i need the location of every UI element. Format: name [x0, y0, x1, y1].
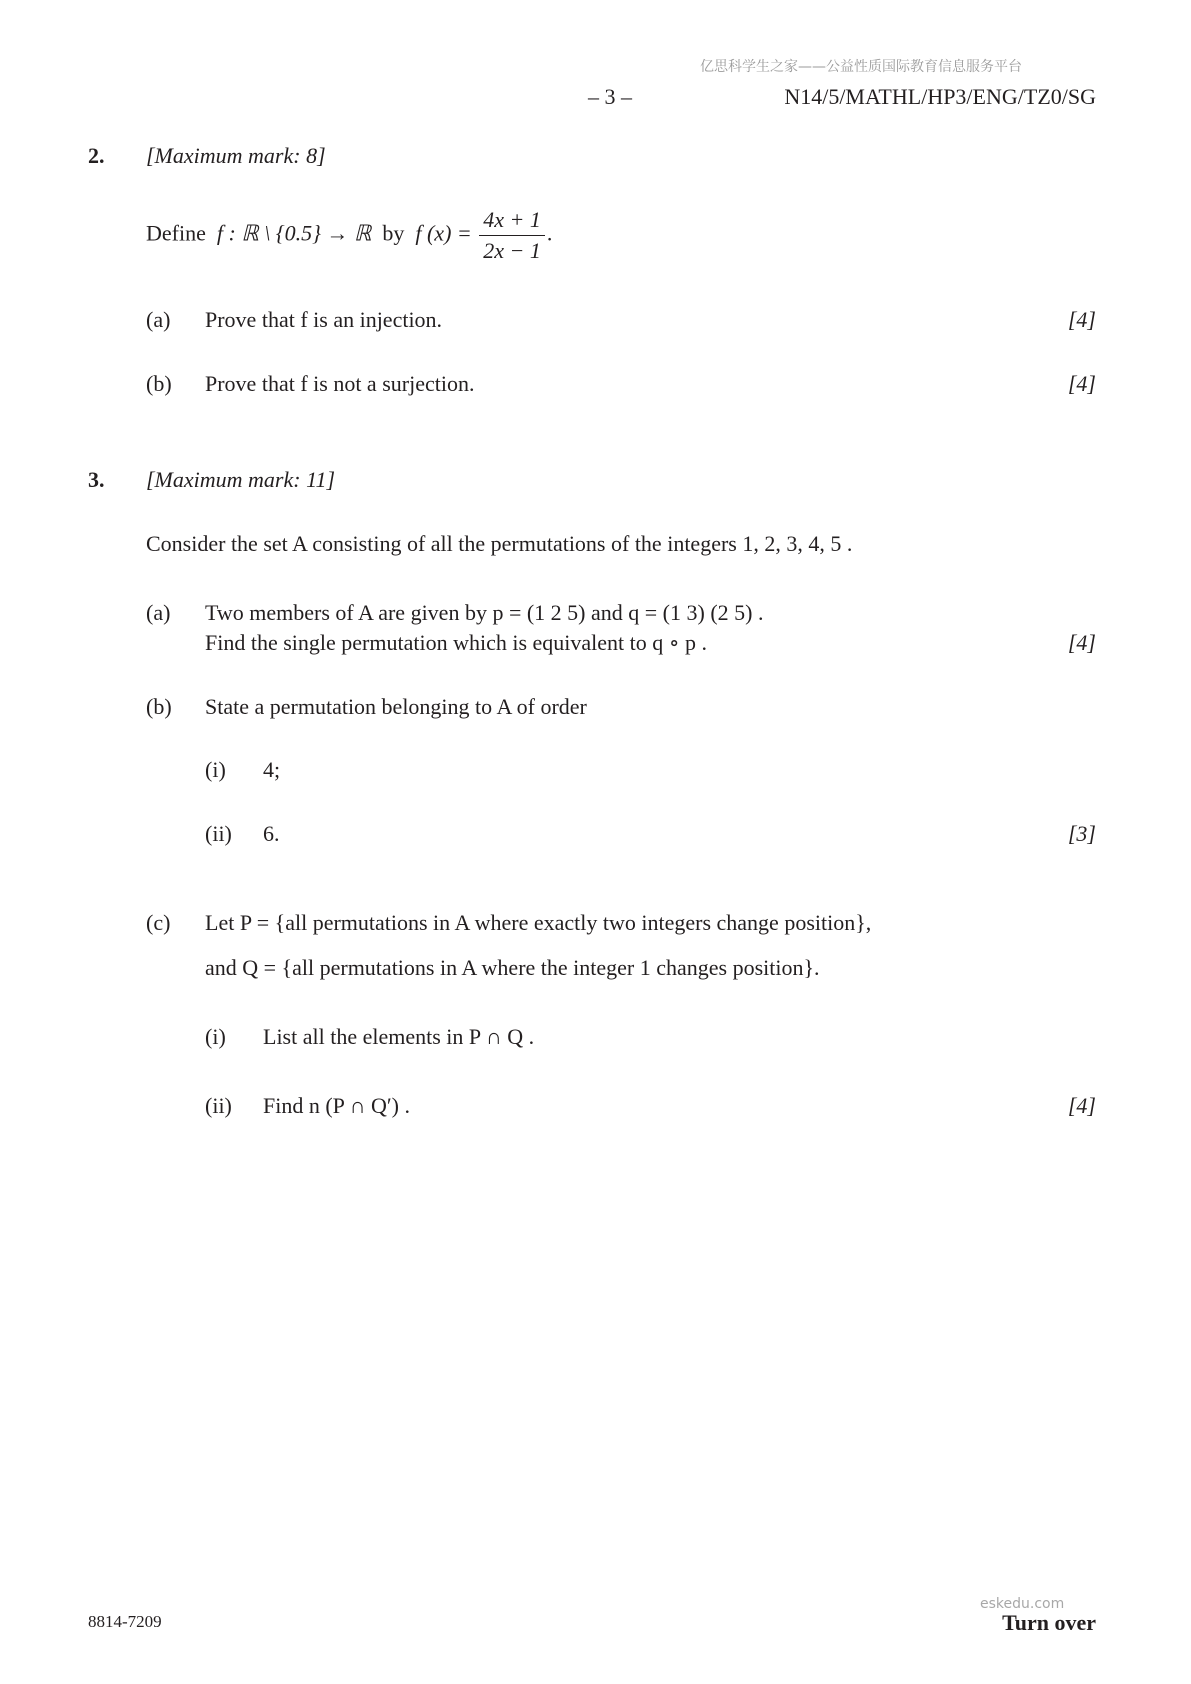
header-watermark: 亿思科学生之家——公益性质国际教育信息服务平台 — [700, 59, 1022, 75]
by-word: by — [382, 220, 405, 246]
question-3-intro: Consider the set A consisting of all the permutations of the integers 1, 2, 3, 4, 5 . — [146, 531, 853, 556]
footer-watermark: eskedu.com — [980, 1596, 1065, 1612]
q3-part-c-i-text: List all the elements in P ∩ Q . — [263, 1024, 535, 1049]
q3-part-c-line1: Let P = {all permutations in A where exactly two integers change position}, — [205, 910, 872, 935]
function-lhs: f (x) = — [415, 220, 472, 246]
question-2-max-mark: [Maximum mark: 8] — [146, 143, 326, 168]
domain-expression: f : ℝ \ {0.5} → ℝ — [216, 220, 372, 246]
question-3-max-mark: [Maximum mark: 11] — [146, 467, 336, 492]
definition-period: . — [546, 220, 553, 246]
question-2-number: 2. — [88, 143, 105, 168]
q3-part-b-ii-text: 6. — [263, 821, 280, 846]
q3-part-a-line1: Two members of A are given by p = (1 2 5) and q = (1 3) (2 5) . — [205, 600, 764, 625]
turn-over: Turn over — [1002, 1610, 1096, 1635]
question-3-number: 3. — [88, 467, 105, 492]
q2-part-a-label: (a) — [146, 307, 171, 332]
page-number: – 3 – — [588, 84, 632, 109]
q2-part-a-text: Prove that f is an injection. — [205, 307, 443, 332]
q3-part-b-ii-label: (ii) — [205, 821, 232, 846]
q3-part-c-ii-text: Find n (P ∩ Q′) . — [263, 1093, 411, 1118]
q3-part-c-marks: [4] — [1067, 1093, 1096, 1118]
paper-code: N14/5/MATHL/HP3/ENG/TZ0/SG — [784, 84, 1096, 109]
q3-part-b-i-label: (i) — [205, 757, 226, 782]
q3-part-a-marks: [4] — [1067, 630, 1096, 655]
q2-part-b-text: Prove that f is not a surjection. — [205, 371, 475, 396]
q3-part-b-marks: [3] — [1067, 821, 1096, 846]
q3-part-c-label: (c) — [146, 910, 171, 935]
q3-part-c-line2: and Q = {all permutations in A where the integer 1 changes position}. — [205, 955, 820, 980]
question-2-definition — [146, 205, 552, 266]
footer-code: 8814-7209 — [88, 1612, 162, 1631]
define-word: Define — [146, 220, 206, 246]
q3-part-c-i-label: (i) — [205, 1024, 226, 1049]
q3-part-a-label: (a) — [146, 600, 171, 625]
q3-part-c-ii-label: (ii) — [205, 1093, 232, 1118]
q3-part-b-i-text: 4; — [263, 757, 281, 782]
q3-part-b-label: (b) — [146, 694, 172, 719]
q3-part-b-text: State a permutation belonging to A of order — [205, 694, 587, 719]
fraction-numerator: 4x + 1 — [479, 205, 545, 236]
function-fraction — [479, 205, 545, 266]
q2-part-a-marks: [4] — [1067, 307, 1096, 332]
fraction-denominator: 2x − 1 — [483, 238, 541, 263]
q2-part-b-marks: [4] — [1067, 371, 1096, 396]
q2-part-b-label: (b) — [146, 371, 172, 396]
q3-part-a-line2: Find the single permutation which is equivalent to q ∘ p . — [205, 630, 708, 655]
